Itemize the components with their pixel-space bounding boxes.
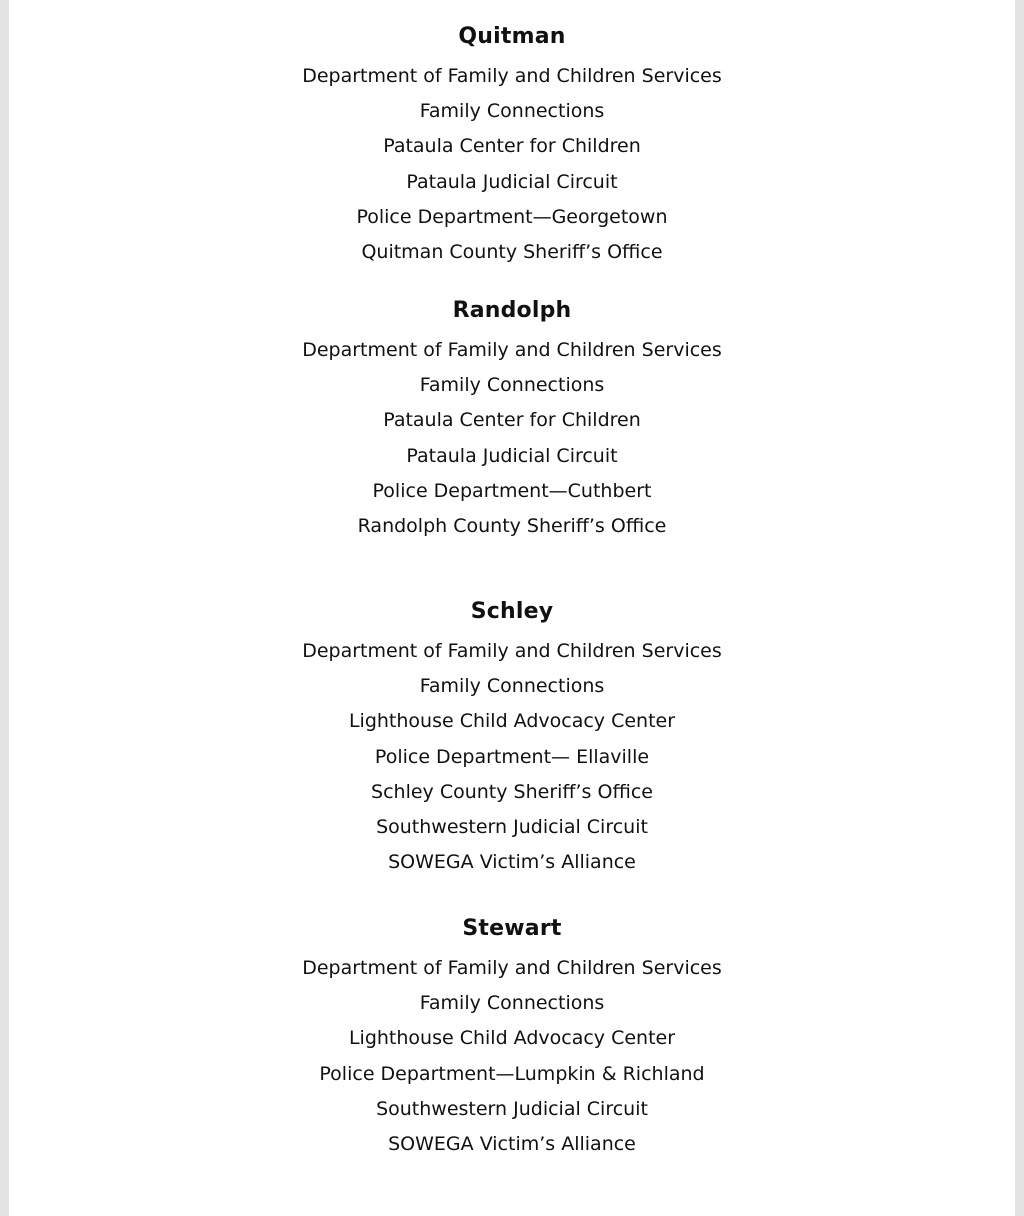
- county-section-stewart: [9, 915, 1015, 1162]
- agency-item: Police Department— Ellaville: [374, 745, 650, 768]
- agency-list: [9, 59, 1015, 270]
- county-heading: Stewart: [462, 916, 562, 941]
- agency-item: Family Connections: [419, 100, 605, 123]
- agency-item: Department of Family and Children Services: [302, 640, 722, 662]
- agency-list: [9, 951, 1015, 1162]
- county-heading: Quitman: [458, 24, 566, 49]
- agency-item: Police Department—Georgetown: [356, 205, 668, 228]
- agency-item: Department of Family and Children Services: [302, 957, 722, 979]
- agency-item: Lighthouse Child Advocacy Center: [348, 1027, 676, 1050]
- county-heading: Randolph: [452, 298, 572, 323]
- agency-item: Pataula Center for Children: [383, 135, 641, 158]
- agency-item: Pataula Judicial Circuit: [406, 444, 618, 467]
- county-heading: Schley: [470, 599, 554, 624]
- county-section-schley: [9, 598, 1015, 880]
- agency-item: SOWEGA Victim’s Alliance: [388, 1132, 636, 1155]
- county-section-quitman: [9, 23, 1015, 270]
- county-section-randolph: [9, 297, 1015, 544]
- agency-item: Lighthouse Child Advocacy Center: [348, 710, 676, 733]
- agency-list: [9, 634, 1015, 880]
- agency-item: Department of Family and Children Services: [302, 65, 722, 87]
- agency-item: Department of Family and Children Services: [302, 339, 722, 361]
- agency-item: Family Connections: [419, 374, 605, 397]
- agency-item: Police Department—Lumpkin & Richland: [319, 1062, 705, 1085]
- agency-item: Randolph County Sheriff’s Office: [357, 514, 667, 537]
- agency-item: Family Connections: [419, 992, 605, 1015]
- agency-item: Schley County Sheriff’s Office: [371, 780, 653, 803]
- document-page: [9, 0, 1015, 1216]
- agency-item: SOWEGA Victim’s Alliance: [388, 851, 636, 874]
- agency-list: [9, 333, 1015, 544]
- agency-item: Pataula Center for Children: [383, 409, 641, 432]
- agency-item: Quitman County Sheriff’s Office: [361, 240, 663, 263]
- agency-item: Southwestern Judicial Circuit: [376, 1097, 648, 1120]
- agency-item: Southwestern Judicial Circuit: [376, 815, 648, 838]
- agency-item: Pataula Judicial Circuit: [406, 170, 618, 193]
- agency-item: Family Connections: [419, 675, 605, 698]
- agency-item: Police Department—Cuthbert: [372, 479, 652, 502]
